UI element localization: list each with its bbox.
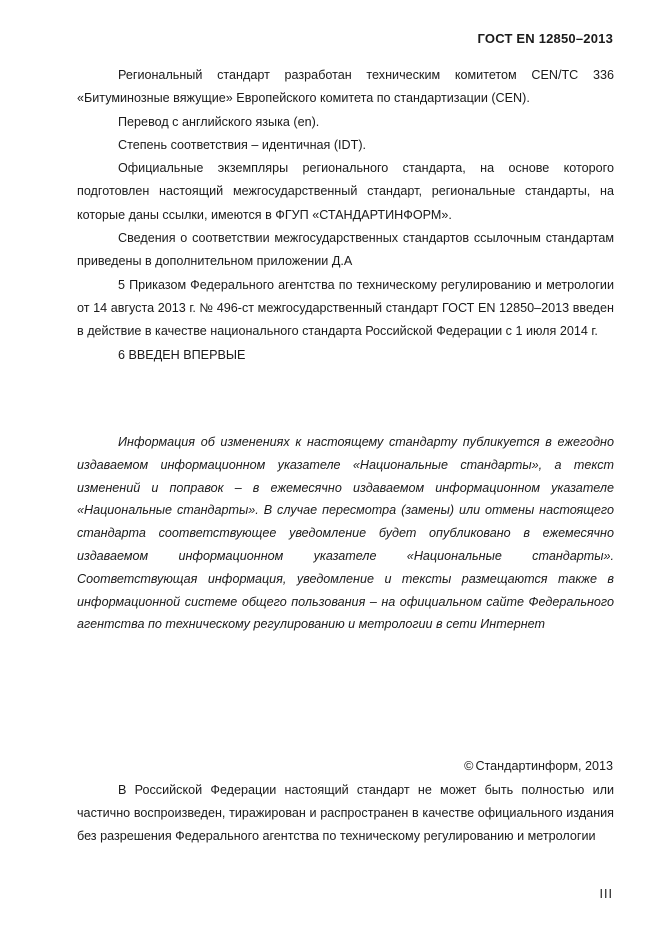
preface-block bbox=[77, 64, 614, 367]
preface-paragraph-translation: Перевод с английского языка (en). bbox=[118, 114, 320, 129]
copyright-symbol: © bbox=[464, 759, 474, 773]
standard-code-header: ГОСТ EN 12850–2013 bbox=[477, 31, 613, 46]
page-number: III bbox=[599, 887, 613, 901]
preface-paragraph-conformity: Степень соответствия – идентичная (IDT). bbox=[118, 137, 367, 152]
info-notice-block bbox=[77, 431, 614, 636]
preface-paragraph-copies: Официальные экземпляры регионального стандарта, на основе которого подготовлен настоящий межгосударственный стандарт, региональные стандарты, на которые даны ссылки, имеются в ФГУП «СТАНДАРТИНФОРМ». bbox=[77, 161, 614, 222]
copyright-text: Стандартинформ, 2013 bbox=[475, 759, 613, 773]
info-notice-text: Информация об изменениях к настоящему стандарту публикуется в ежегодно издаваемом информационном указателе «Национальные стандарты», а текст изменений и поправок – в ежемесячно издаваемом информационном указателе «Национальные стандарты». В случае пересмотра (замены) или отмены настоящего стандарта соответствующее уведомление будет опубликовано в ежемесячно издаваемом информационном указателе «Национальные стандарты». Соответствующая информация, уведомление и тексты размещаются также в информационной системе общего пользования – на официальном сайте Федерального агентства по техническому регулированию и метрологии в сети Интернет bbox=[77, 435, 614, 632]
preface-paragraph-introduced: 6 ВВЕДЕН ВПЕРВЫЕ bbox=[118, 347, 246, 362]
rights-notice-block bbox=[77, 779, 614, 847]
preface-paragraph-order: 5 Приказом Федерального агентства по техническому регулированию и метрологии от 14 августа 2013 г. № 496-ст межгосударственный стандарт ГОСТ EN 12850–2013 введен в действие в качестве национального стандарта Российской Федерации с 1 июля 2014 г. bbox=[77, 277, 614, 339]
preface-paragraph-committee: Региональный стандарт разработан техническим комитетом CEN/TC 336 «Битуминозные вяжущие» Европейского комитета по стандартизации (CEN). bbox=[77, 68, 614, 106]
copyright-line bbox=[464, 756, 613, 776]
preface-paragraph-references: Сведения о соответствии межгосударственных стандартов ссылочным стандартам приведены в дополнительном приложении Д.А bbox=[77, 231, 614, 269]
rights-notice-text: В Российской Федерации настоящий стандарт не может быть полностью или частично воспроизведен, тиражирован и распространен в качестве официального издания без разрешения Федерального агентства по техническому регулированию и метрологии bbox=[77, 783, 614, 843]
